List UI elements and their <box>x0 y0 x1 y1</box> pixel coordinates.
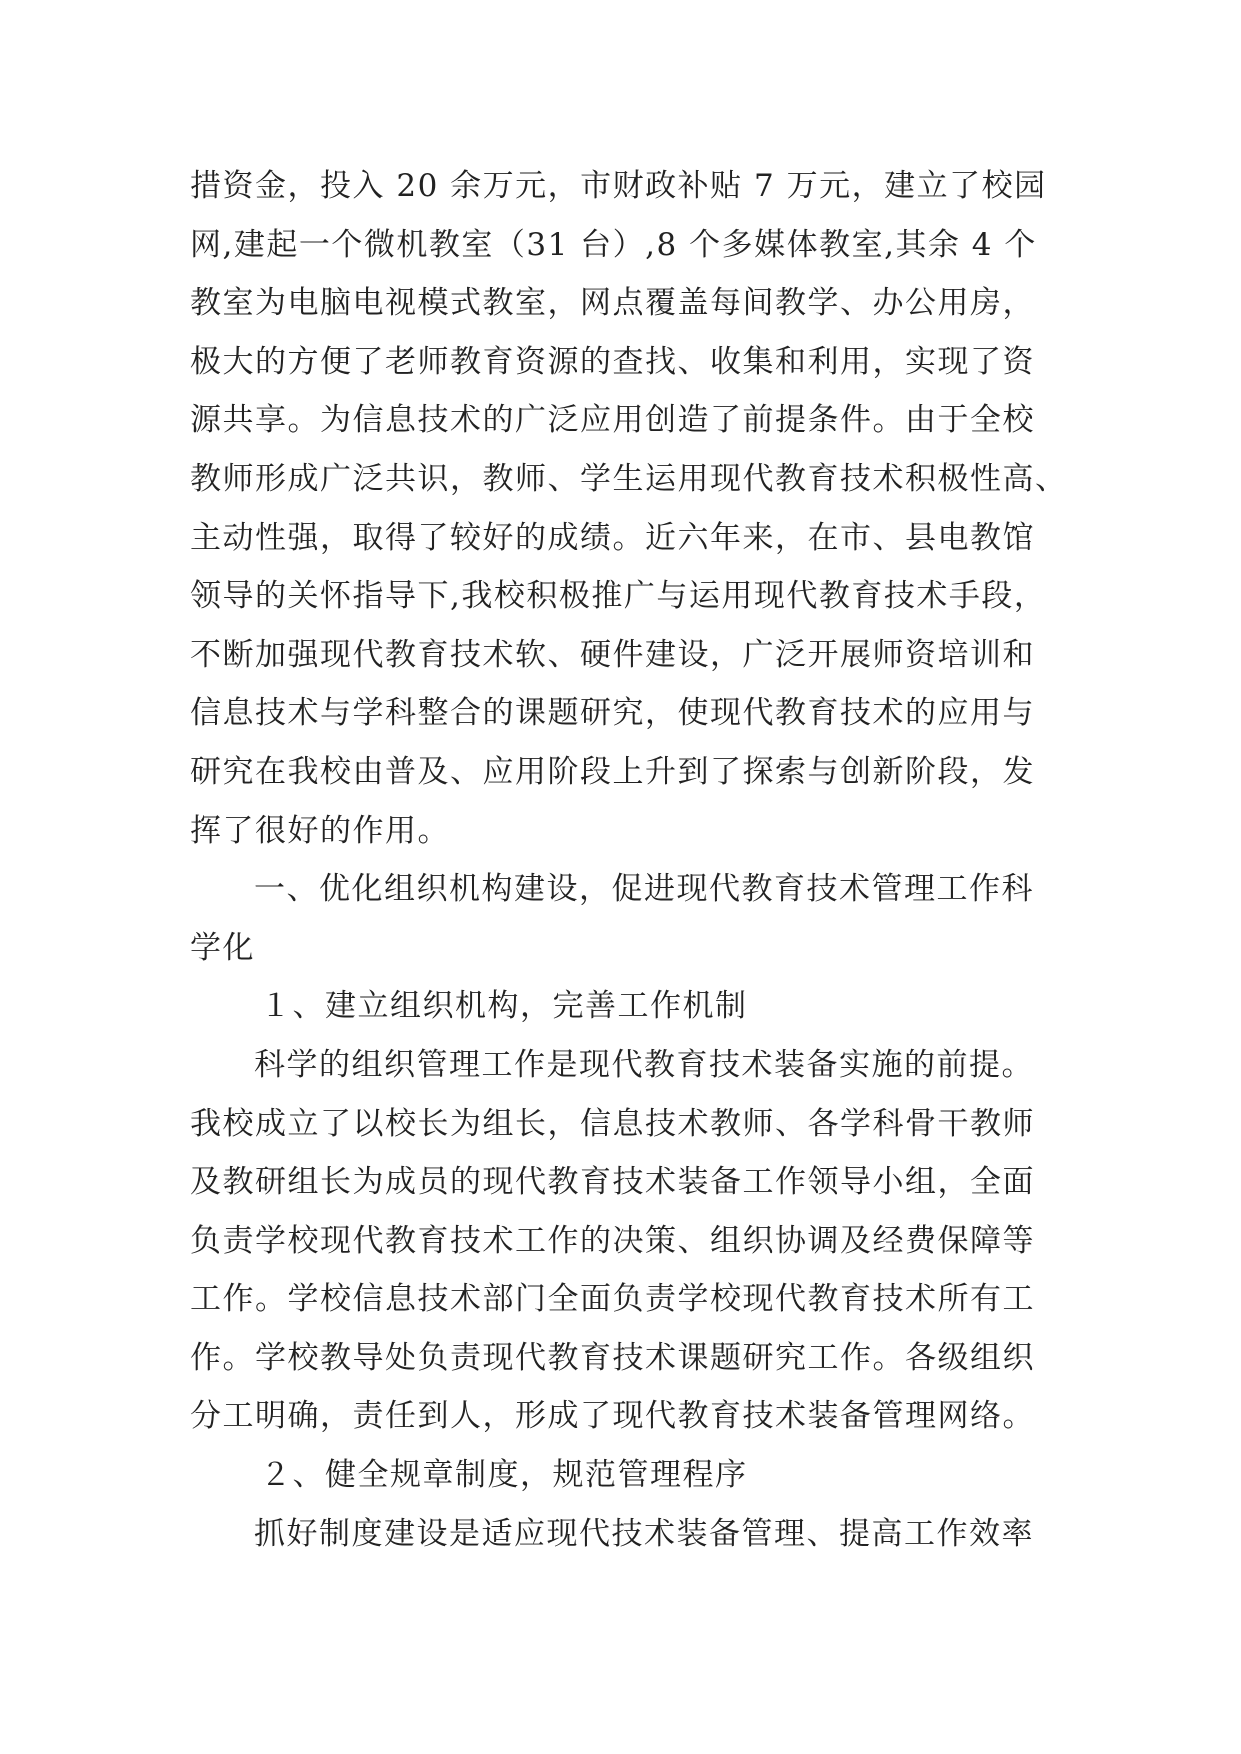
paragraph-line: 科学的组织管理工作是现代教育技术装备实施的前提。 <box>254 1046 1034 1083</box>
paragraph-line: 分工明确，责任到人，形成了现代教育技术装备管理网络。 <box>190 1398 1035 1435</box>
paragraph-line: 领导的关怀指导下,我校积极推广与运用现代教育技术手段， <box>190 578 1047 615</box>
paragraph-line: 极大的方便了老师教育资源的查找、收集和利用，实现了资 <box>190 343 1035 380</box>
paragraph-line: 作。学校教导处负责现代教育技术课题研究工作。各级组织 <box>190 1339 1035 1376</box>
paragraph-line: 我校成立了以校长为组长，信息技术教师、各学科骨干教师 <box>190 1105 1035 1142</box>
paragraph-line: 不断加强现代教育技术软、硬件建设，广泛开展师资培训和 <box>190 636 1035 673</box>
subsection-heading: ２、健全规章制度，规范管理程序 <box>260 1457 748 1494</box>
paragraph-line: 信息技术与学科整合的课题研究，使现代教育技术的应用与 <box>190 695 1035 732</box>
paragraph-line: 工作。学校信息技术部门全面负责学校现代教育技术所有工 <box>190 1281 1035 1318</box>
paragraph-line: 措资金，投入 20 余万元，市财政补贴 7 万元，建立了校园 <box>190 168 1047 204</box>
paragraph-line: 主动性强，取得了较好的成绩。近六年来，在市、县电教馆 <box>190 519 1035 556</box>
paragraph-line: 研究在我校由普及、应用阶段上升到了探索与创新阶段，发 <box>190 753 1035 790</box>
subsection-heading: １、建立组织机构，完善工作机制 <box>260 988 748 1025</box>
paragraph-line: 教室为电脑电视模式教室，网点覆盖每间教学、办公用房， <box>190 285 1035 322</box>
paragraph-line: 源共享。为信息技术的广泛应用创造了前提条件。由于全校 <box>190 402 1035 439</box>
paragraph-line: 教师形成广泛共识，教师、学生运用现代教育技术积极性高、 <box>190 460 1068 497</box>
paragraph-line: 负责学校现代教育技术工作的决策、组织协调及经费保障等 <box>190 1222 1035 1259</box>
paragraph-line: 挥了很好的作用。 <box>190 812 450 849</box>
body-text <box>190 157 1068 1563</box>
paragraph-line: 抓好制度建设是适应现代技术装备管理、提高工作效率 <box>254 1515 1034 1552</box>
section-heading-line: 一、优化组织机构建设，促进现代教育技术管理工作科 <box>254 871 1034 908</box>
section-heading-line: 学化 <box>190 929 255 966</box>
paragraph-line: 及教研组长为成员的现代教育技术装备工作领导小组，全面 <box>190 1164 1035 1201</box>
paragraph-line: 网,建起一个微机教室（31 台）,8 个多媒体教室,其余 4 个 <box>190 226 1037 263</box>
